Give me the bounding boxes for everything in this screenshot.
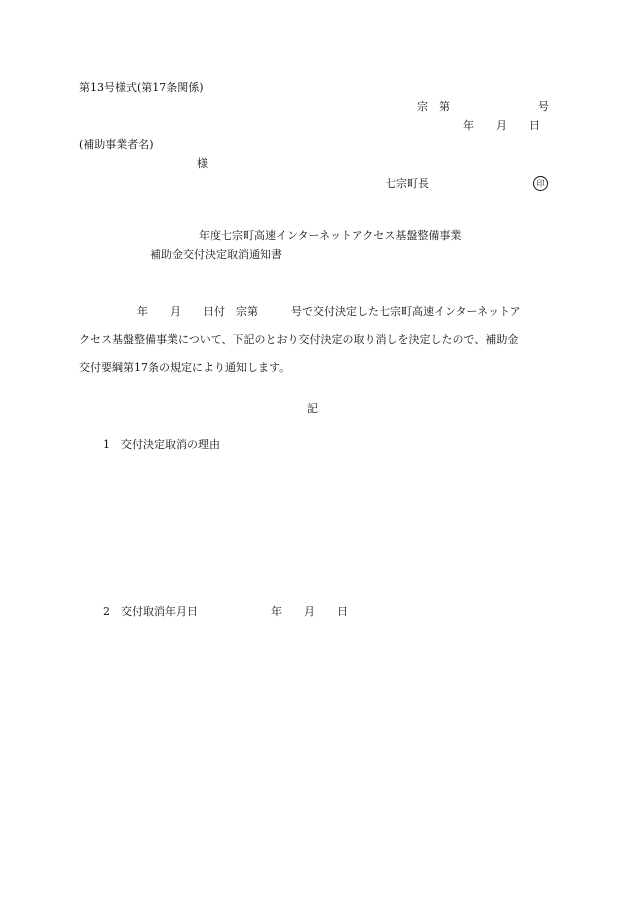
title-line-1: 年度七宗町高速インターネットアクセス基盤整備事業 (199, 229, 462, 242)
item-1-number: 1 (103, 438, 110, 451)
item-2-number: 2 (103, 605, 110, 618)
document-number: 宗 第 号 (417, 100, 549, 113)
form-number: 第13号様式(第17条関係) (79, 81, 204, 94)
title-line-2: 補助金交付決定取消通知書 (150, 248, 282, 261)
issuer-name: 七宗町長 (385, 177, 429, 190)
seal-icon: 印 (533, 176, 548, 191)
addressee-honorific: 様 (197, 157, 208, 170)
note-heading: 記 (307, 402, 318, 415)
item-2-label: 交付取消年月日 (121, 605, 198, 618)
item-1-label: 交付決定取消の理由 (121, 438, 220, 451)
body-line-2: クセス基盤整備事業について、下記のとおり交付決定の取り消しを決定したので、補助金 (79, 333, 519, 346)
issue-date: 年 月 日 (463, 119, 540, 132)
body-line-3: 交付要綱第17条の規定により通知します。 (79, 361, 291, 374)
body-line-1: 年 月 日付 宗第 号で交付決定した七宗町高速インターネットア (137, 305, 521, 318)
item-2-date: 年 月 日 (271, 605, 348, 618)
addressee-label: (補助事業者名) (79, 138, 154, 151)
